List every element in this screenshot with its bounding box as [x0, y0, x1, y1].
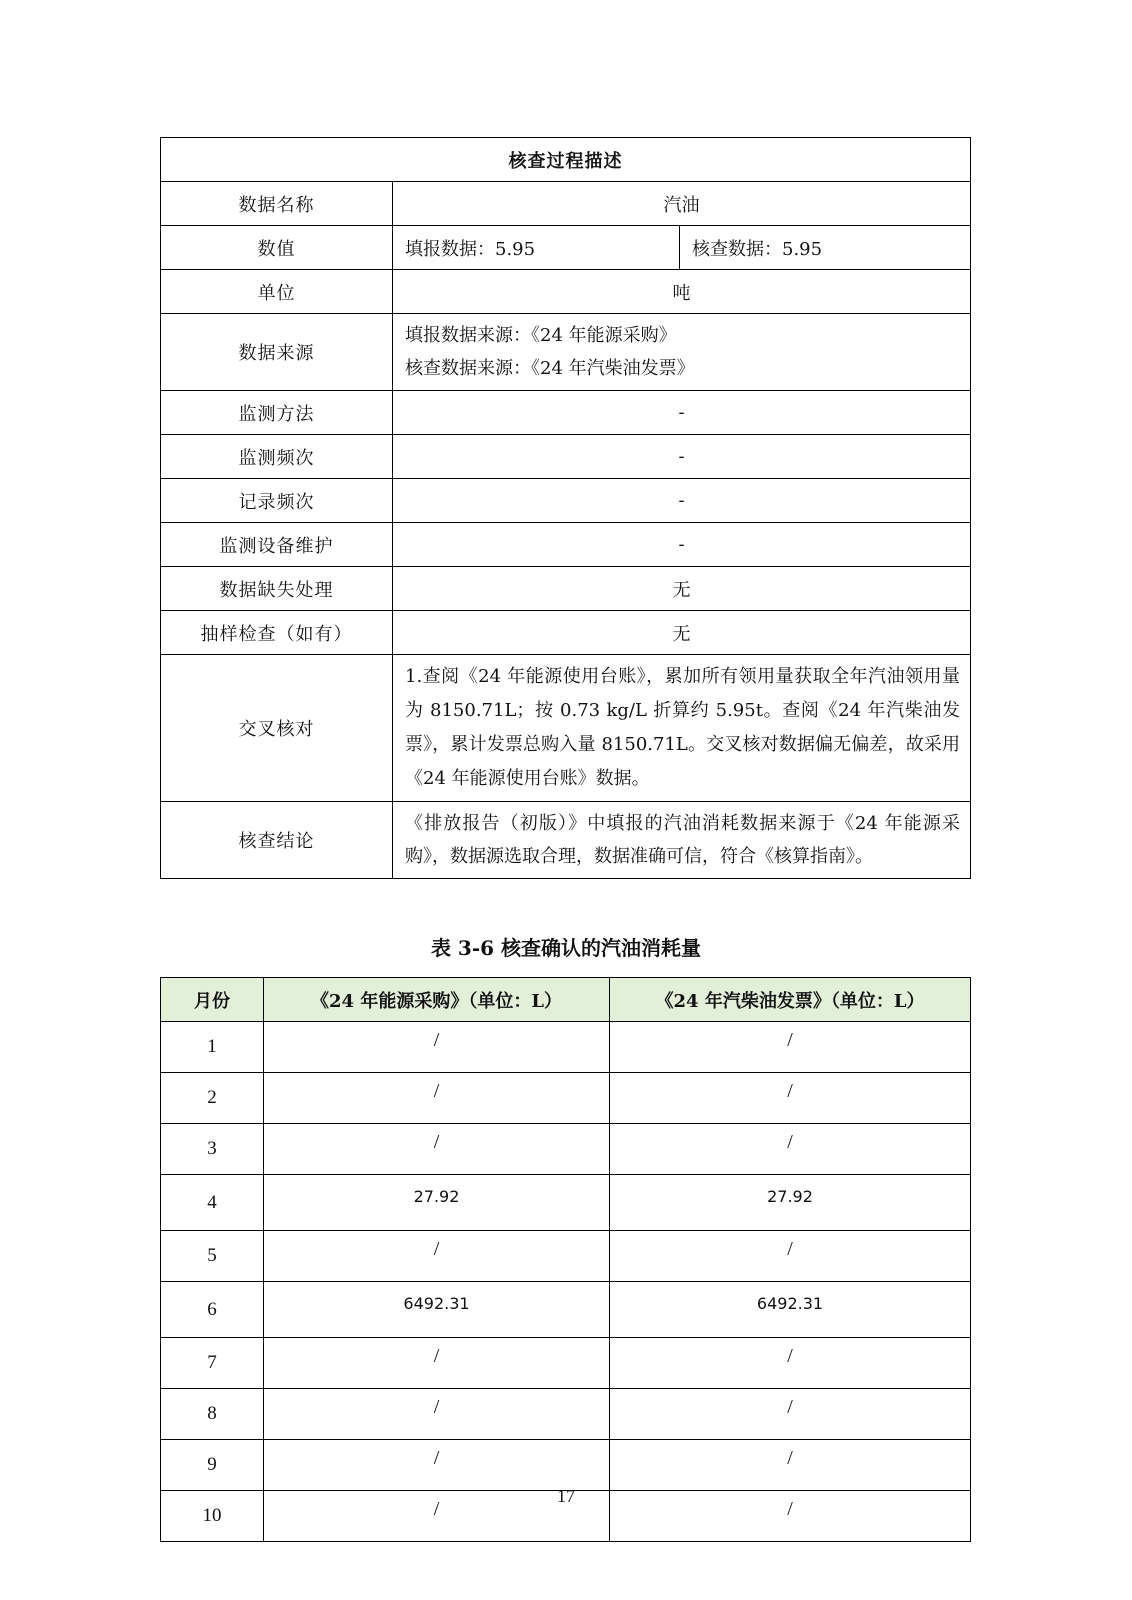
page-number: 17 — [557, 1486, 575, 1506]
purchase-cell: / — [264, 1231, 610, 1282]
reported-value: 填报数据：5.95 — [393, 226, 680, 270]
row-label: 数值 — [161, 226, 393, 270]
invoice-cell: / — [610, 1022, 971, 1073]
month-cell: 10 — [161, 1491, 264, 1542]
purchase-cell: / — [264, 1491, 610, 1542]
row-label: 记录频次 — [161, 479, 393, 523]
table-row — [161, 1124, 971, 1175]
month-cell: 9 — [161, 1440, 264, 1491]
row-label: 数据来源 — [161, 314, 393, 391]
verified-source: 核查数据来源：《24 年汽柴油发票》 — [405, 358, 695, 379]
equipment-maintenance-value: - — [393, 523, 971, 567]
purchase-cell: / — [264, 1022, 610, 1073]
monitor-method-value: - — [393, 391, 971, 435]
invoice-cell: / — [610, 1491, 971, 1542]
conclusion-value: 《排放报告（初版）》中填报的汽油消耗数据来源于《24 年能源采购》，数据源选取合理，数据准确可信，符合《核算指南》。 — [393, 802, 971, 879]
table-header: 核查过程描述 — [161, 138, 971, 182]
monitor-frequency-value: - — [393, 435, 971, 479]
row-label: 监测频次 — [161, 435, 393, 479]
month-cell: 5 — [161, 1231, 264, 1282]
purchase-cell: / — [264, 1073, 610, 1124]
sampling-value: 无 — [393, 611, 971, 655]
table-caption: 表 3-6 核查确认的汽油消耗量 — [430, 936, 702, 960]
invoice-cell: 27.92 — [610, 1175, 971, 1231]
missing-data-value: 无 — [393, 567, 971, 611]
invoice-cell: / — [610, 1231, 971, 1282]
invoice-cell: / — [610, 1389, 971, 1440]
month-cell: 7 — [161, 1338, 264, 1389]
row-label: 单位 — [161, 270, 393, 314]
table-row — [161, 1389, 971, 1440]
record-frequency-value: - — [393, 479, 971, 523]
month-cell: 8 — [161, 1389, 264, 1440]
purchase-cell: / — [264, 1440, 610, 1491]
month-cell: 2 — [161, 1073, 264, 1124]
reported-source: 填报数据来源：《24 年能源采购》 — [405, 325, 677, 346]
table-row — [161, 1073, 971, 1124]
column-header-invoice: 《24 年汽柴油发票》（单位：L） — [610, 978, 971, 1022]
unit-value: 吨 — [393, 270, 971, 314]
data-name-value: 汽油 — [393, 182, 971, 226]
row-label: 数据缺失处理 — [161, 567, 393, 611]
data-source-value — [393, 314, 971, 391]
row-label: 交叉核对 — [161, 655, 393, 802]
month-cell: 6 — [161, 1282, 264, 1338]
month-cell: 3 — [161, 1124, 264, 1175]
invoice-cell: 6492.31 — [610, 1282, 971, 1338]
row-label: 数据名称 — [161, 182, 393, 226]
column-header-purchase: 《24 年能源采购》（单位：L） — [264, 978, 610, 1022]
purchase-cell: / — [264, 1124, 610, 1175]
invoice-cell: / — [610, 1338, 971, 1389]
row-label: 监测方法 — [161, 391, 393, 435]
table-row — [161, 1282, 971, 1338]
purchase-cell: / — [264, 1389, 610, 1440]
gasoline-consumption-table — [160, 977, 971, 1542]
month-cell: 1 — [161, 1022, 264, 1073]
table-row — [161, 1231, 971, 1282]
purchase-cell: / — [264, 1338, 610, 1389]
row-label: 核查结论 — [161, 802, 393, 879]
invoice-cell: / — [610, 1124, 971, 1175]
cross-check-value: 1.查阅《24 年能源使用台账》，累加所有领用量获取全年汽油领用量为 8150.71L；按 0.73 kg/L 折算约 5.95t。查阅《24 年汽柴油发票》，累计发票总购入量 8150.71L。交叉核对数据偏无偏差，故采用《24 年能源使用台账》数据。 — [393, 655, 971, 802]
row-label: 抽样检查（如有） — [161, 611, 393, 655]
table-row — [161, 1022, 971, 1073]
purchase-cell: 6492.31 — [264, 1282, 610, 1338]
purchase-cell: 27.92 — [264, 1175, 610, 1231]
verification-process-table — [160, 137, 971, 879]
column-header-month: 月份 — [161, 978, 264, 1022]
verified-value: 核查数据：5.95 — [680, 226, 971, 270]
month-cell: 4 — [161, 1175, 264, 1231]
invoice-cell: / — [610, 1440, 971, 1491]
table-row — [161, 1338, 971, 1389]
invoice-cell: / — [610, 1073, 971, 1124]
table-row — [161, 1440, 971, 1491]
row-label: 监测设备维护 — [161, 523, 393, 567]
table-row — [161, 1175, 971, 1231]
